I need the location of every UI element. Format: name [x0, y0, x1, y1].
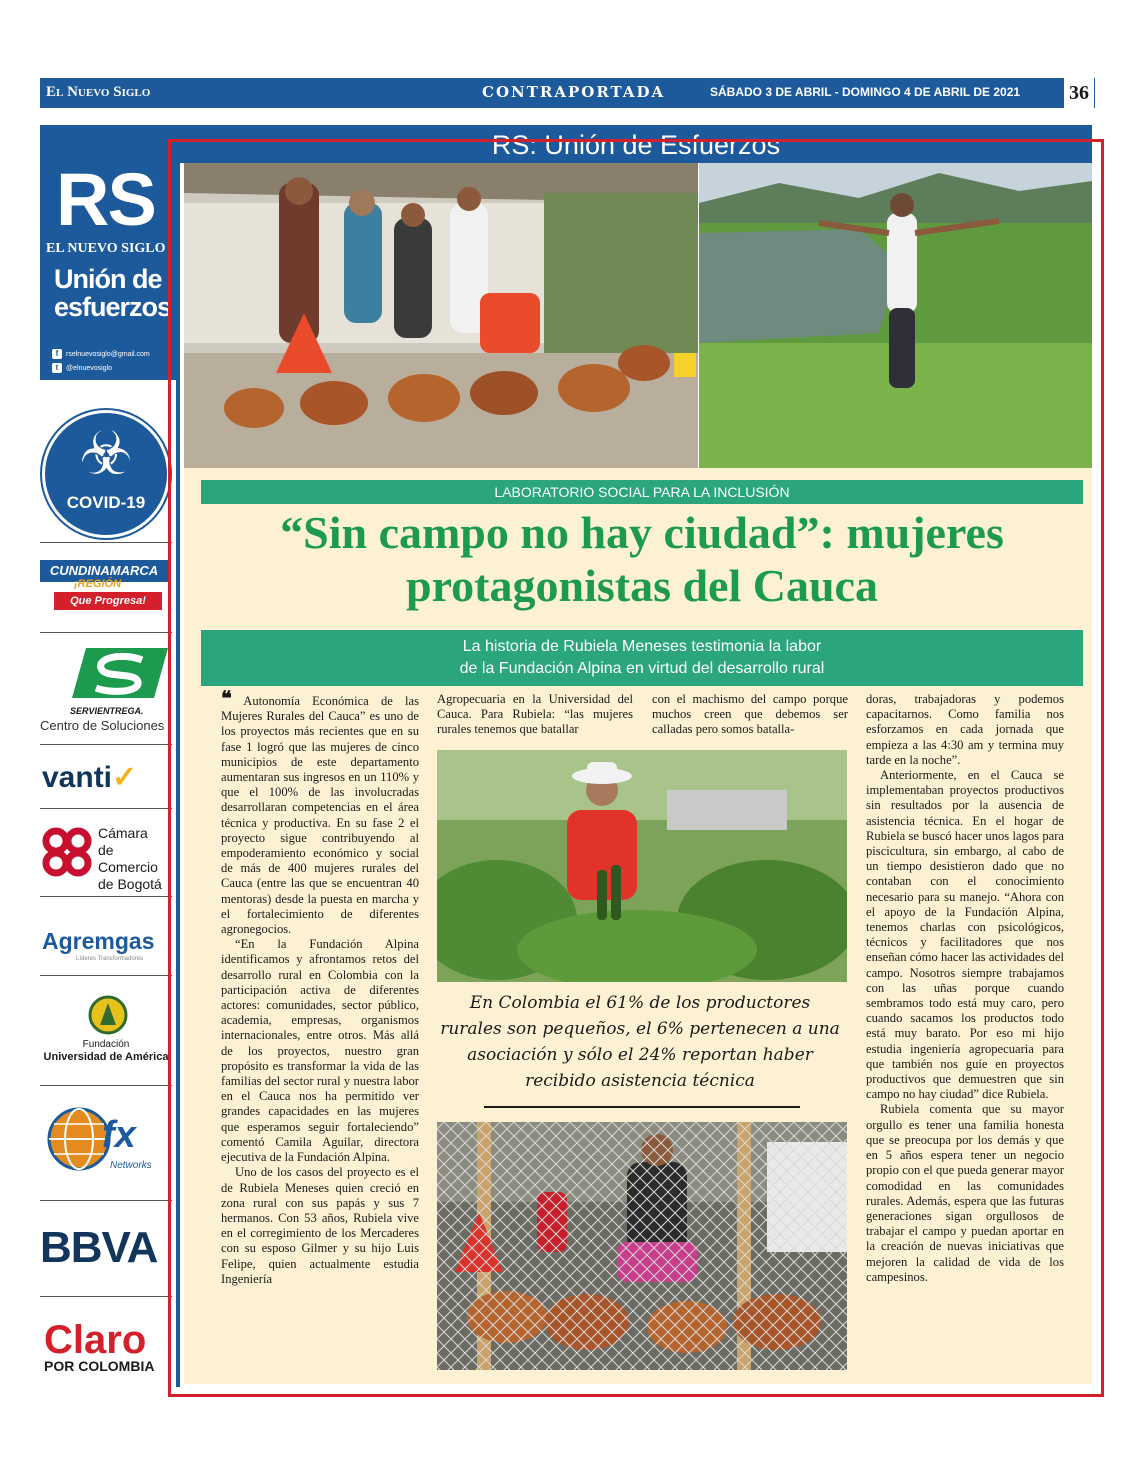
- divider: [40, 975, 172, 976]
- divider: [40, 744, 172, 745]
- covid-badge: [42, 410, 170, 538]
- headline: “Sin campo no hay ciudad”: mujeres protagonistas del Cauca: [280, 507, 1004, 611]
- divider: [40, 542, 172, 543]
- divider: [40, 808, 172, 809]
- camara-comercio-logo: Cámara de Comercio de Bogotá: [40, 825, 172, 885]
- divider: [40, 1296, 172, 1297]
- ifx-logo: fx Networks: [44, 1100, 172, 1180]
- universidad-seal-icon: [88, 995, 128, 1035]
- divider: [40, 1085, 172, 1086]
- divider: [40, 632, 172, 633]
- biohazard-icon: ☣: [79, 419, 133, 489]
- article-column-1: ❝ Autonomía Económica de las Mujeres Rurales del Cauca” es uno de los proyectos más recientes que en su fase 1 logró que las mujeres de cinco municipios de este departamento aumentaran sus ingresos en un 110% y que el 100% de las involucradas desarrollaran competencias en el área técnica y productiva. En su fase 2 el proyecto sigue contribuyendo al empoderamiento económico y social de más de 400 mujeres rurales del Cauca (entre las que se encuentran 40 mentoras) desde la puesta en marcha y el fortalecimiento de diferentes agronegocios. “En la Fundación Alpina identificamos y afrontamos retos del desarrollo rural en Colombia con la participación activa de diferentes actores: comunidades, sector público, academia, empresas, organismos internacionales, entre otros. Más allá de los proyectos, nuestro gran propósito es transformar la vida de las familias del sector rural y nuestra labor en el Cauca nos ha permitido ver grandes capacidades en las mujeres que esperamos seguir fortaleciendo” comentó Camila Aguilar, directora ejecutiva de la Fundación Alpina. Uno de los casos del proyecto es el de Rubiela Meneses quien creció en zona rural con sus papás y sus 7 hermanos. Con 53 años, Rubiela vive en el corregimiento de los Mercaderes con su esposo Gilmer y su hijo Luis Felipe, quien actualmente estudia Ingeniería: [221, 686, 419, 1286]
- agremgas-logo: Agremgas Líderes Transformadores: [42, 928, 155, 962]
- subheadline: La historia de Rubiela Meneses testimonia la labor de la Fundación Alpina en virtud del desarrollo rural: [201, 630, 1083, 686]
- section-banner-title: RS: Unión de Esfuerzos: [491, 130, 781, 160]
- ccb-rings-icon: [40, 827, 96, 877]
- quote-mark-icon: ❝: [221, 686, 232, 710]
- twitter-icon: t: [52, 363, 62, 373]
- top-bar: [40, 78, 1095, 108]
- rs-logo: RS: [56, 158, 155, 241]
- covid-label: COVID-19: [66, 493, 146, 512]
- article-column-3: con el machismo del campo porque muchos creen que debemos ser calladas pero somos batalla-: [652, 692, 848, 737]
- newspaper-name: El Nuevo Siglo: [46, 84, 151, 100]
- bbva-logo: BBVA: [40, 1223, 158, 1272]
- claro-logo: Claro: [44, 1318, 147, 1362]
- pull-quote: En Colombia el 61% de los productores rurales son pequeños, el 6% pertenecen a una asociación y sólo el 24% reportan haber recibido asistencia técnica: [440, 993, 840, 1091]
- divider: [40, 1200, 172, 1201]
- rs-paper-name: EL NUEVO SIGLO: [46, 241, 166, 256]
- cundinamarca-logo: CUNDINAMARCA ¡REGIÓN Que Progresa!: [40, 560, 172, 620]
- servientrega-logo: SERVIENTREGA. Centro de Soluciones: [40, 648, 172, 734]
- issue-date: SÁBADO 3 DE ABRIL - DOMINGO 4 DE ABRIL DE 2021: [710, 85, 1021, 99]
- rs-tagline: Unión de esfuerzos: [54, 264, 172, 322]
- facebook-icon: f: [52, 349, 62, 359]
- universidad-america-logo: Fundación Universidad de América: [40, 995, 172, 1075]
- article-column-4: doras, trabajadoras y podemos capacitarnos. Como familia nos esforzamos en cada jornada que empieza a las 4:30 am y termina muy tarde en la noche”. Anteriormente, en el Cauca se implementaban proyectos productivos sin resultados por la ausencia de asistencia técnica. En el hogar de Rubiela se buscó hacer unos lagos para piscicultura, sin embargo, al cabo de un tiempo desistieron dado que no contaban con el conocimiento necesario para su manejo. “Ahora con el apoyo de la Fundación Alpina, tenemos charlas con psicológicos, técnicos y facilitadores que nos enseñan cómo hacer las actividades del campo. Nosotros siempre trabajamos con las uñas porque cuando sembramos todo está muy caro, pero cuando sacamos los productos todo está muy barato. Por eso mi hijo estudia ingeniería agropecuaria para que también nos guíe en proyectos productivos que demuestren que sin campo no hay ciudad” dice Rubiela. Rubiela comenta que su mayor orgullo es tener una familia honesta que se preocupa por los demás y que en 5 años espera tener un negocio propio con el que pueda generar mayor comodidad en las comunidades rurales. Además, espera que las futuras generaciones sigan orgullosos de trabajar el campo y puedan aportar en la creación de nuevas iniciativas que mejoren la calidad de vida de los campesinos.: [866, 692, 1064, 1284]
- highlight-frame: [168, 139, 1104, 1397]
- divider: [40, 896, 172, 897]
- kicker: LABORATORIO SOCIAL PARA LA INCLUSIÓN: [201, 480, 1083, 504]
- page-number: 36: [1064, 78, 1094, 108]
- check-icon: ✓: [112, 761, 138, 794]
- section-name: CONTRAPORTADA: [482, 83, 666, 101]
- rs-sidebar-box: [40, 125, 178, 380]
- rs-twitter: t @elnuevosiglo: [52, 363, 112, 373]
- servientrega-mark-icon: [72, 648, 168, 698]
- vanti-logo: vanti✓: [42, 761, 138, 794]
- article-column-2: Agropecuaria en la Universidad del Cauca. Para Rubiela: “las mujeres rurales tenemos que batallar: [437, 692, 633, 737]
- claro-tagline: POR COLOMBIA: [44, 1358, 155, 1374]
- rs-email: f rselnuevosiglo@gmail.com: [52, 349, 150, 359]
